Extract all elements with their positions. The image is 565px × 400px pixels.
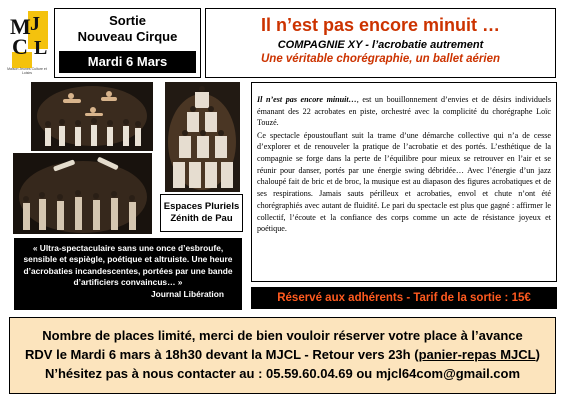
quote-source: Journal Libération xyxy=(150,288,224,299)
info-line2-end: ) xyxy=(535,347,540,362)
show-tagline: Une véritable chorégraphie, un ballet aérien xyxy=(260,53,501,65)
description-paragraph-2: Ce spectacle époustouflant suit la trame d’une démarche collective qui n’a de cesse d’explorer et de renouveler la pratique de l’acrobatie et des portés. L’esthétique de la compagnie se forge dans la perte de l’équilibre pour mieux se retrouver en l’air et se réunir pour danser, portés par une énergie swing débridée… Avec l’énergie d’un jazz chaloupé fait de bric et de broc, la musique est au diapason des figures acrobatiques et de ses respirations. Jamais sauts périlleux et acrobaties, envol et chute n’ont été chorégraphiés avec autant de fluidité. Le pari du spectacle est plus que gagné : affirmer le collectif, l’écoute et la confiance des corps comme un acte de résistance joyeux et poétique. xyxy=(257,130,551,234)
show-description xyxy=(251,82,557,282)
sortie-date: Mardi 6 Mars xyxy=(59,51,196,73)
company-name: COMPAGNIE XY xyxy=(277,39,363,51)
acrobats-photo-1 xyxy=(31,82,153,151)
show-title: Il n’est pas encore minuit … xyxy=(260,15,501,35)
svg-text:M: M xyxy=(10,14,31,39)
info-line2-main: RDV le Mardi 6 mars à 18h30 devant la MJCL - Retour vers 23h ( xyxy=(25,347,419,362)
svg-text:J: J xyxy=(30,13,40,35)
acrobats-photo-3 xyxy=(13,153,152,234)
company-line xyxy=(206,38,555,52)
info-line1: Nombre de places limité, merci de bien vouloir réserver votre place à l’avance xyxy=(42,328,523,343)
reserve-banner: Réservé aux adhérents - Tarif de la sortie : 15€ xyxy=(251,287,557,309)
venue-line1: Espaces Pluriels xyxy=(163,201,240,212)
quote-text: « Ultra-spectaculaire sans une once d’esbroufe, sensible et espiègle, poétique et altruiste. Une heure d’acrobaties incandescentes, portées par une bande d’artificiers convaincus… » xyxy=(23,243,233,288)
show-header xyxy=(205,8,556,78)
info-line3: N’hésitez pas à nous contacter au : 05.59.60.04.69 ou mjcl64com@gmail.com xyxy=(44,366,521,381)
venue-box xyxy=(160,194,243,232)
sortie-box xyxy=(54,8,201,78)
sortie-line2: Nouveau Cirque xyxy=(77,29,178,44)
info-line2 xyxy=(10,345,555,364)
sortie-title xyxy=(55,13,200,45)
logo-caption: Maison Jeunes Culture et Loisirs xyxy=(7,67,47,75)
svg-text:L: L xyxy=(34,37,48,59)
sortie-line1: Sortie xyxy=(109,13,146,28)
press-quote xyxy=(14,238,242,310)
description-lead: Il n’est pas encore minuit… xyxy=(257,95,357,104)
description-p1: , est un bouillonnement d’envies et de désirs individuels émanant des 22 acrobates en piste, orchestré avec la complicité du chorégraphe Loïc Touzé. xyxy=(257,95,551,128)
mjcl-logo xyxy=(6,8,52,72)
acrobats-photo-2 xyxy=(165,82,240,192)
company-tagline: - l’acrobatie autrement xyxy=(362,39,484,51)
description-paragraph-1 xyxy=(257,94,551,129)
venue-line2: Zénith de Pau xyxy=(170,213,233,224)
panier-repas-text: panier-repas MJCL xyxy=(418,347,536,362)
practical-info xyxy=(9,317,556,394)
svg-text:C: C xyxy=(12,34,28,59)
